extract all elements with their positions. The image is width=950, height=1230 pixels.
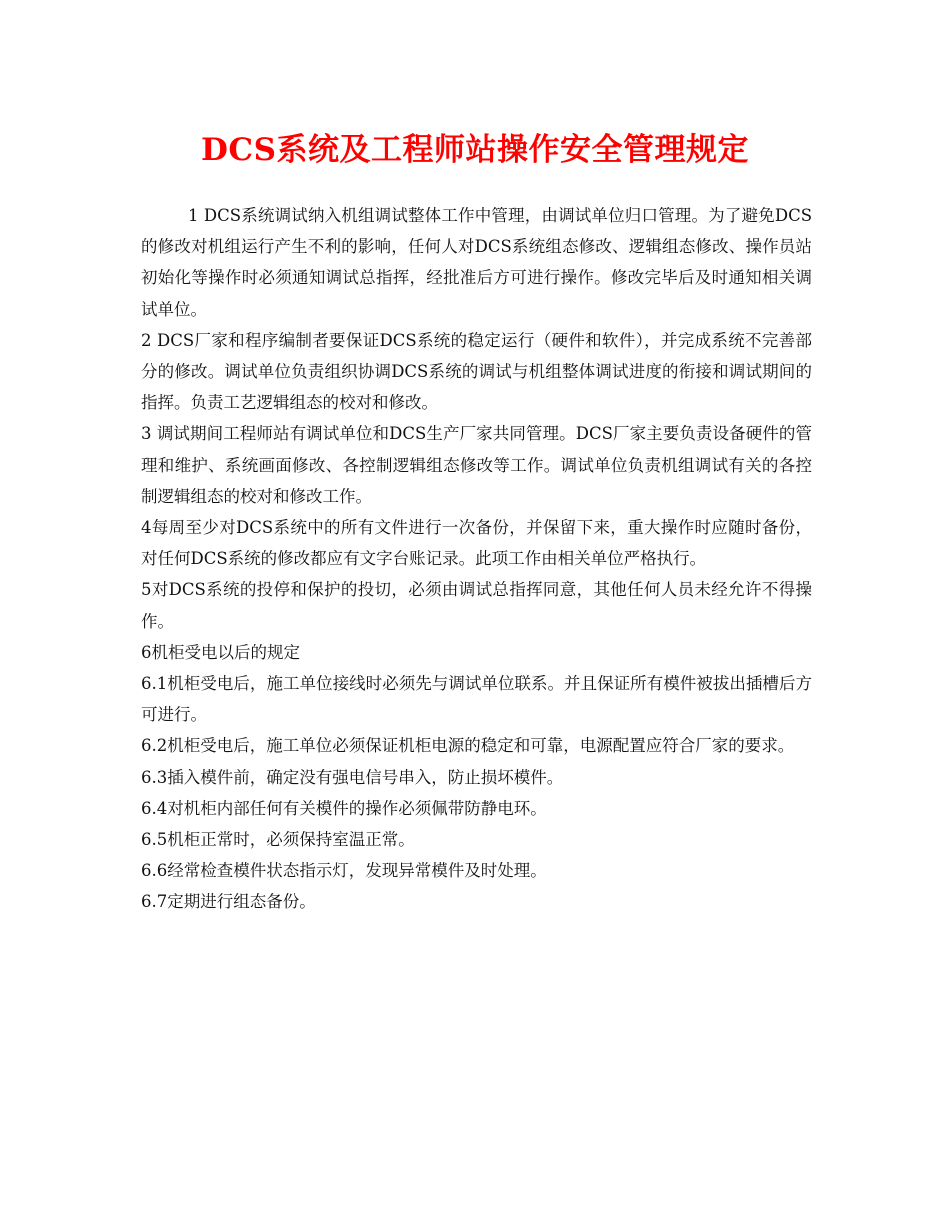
paragraph-6-2: 6.2机柜受电后，施工单位必须保证机柜电源的稳定和可靠，电源配置应符合厂家的要求。 — [141, 736, 795, 756]
document-body — [141, 200, 812, 918]
paragraph-5: 5对DCS系统的投停和保护的投切，必须由调试总指挥同意，其他任何人员未经允许不得操作。 — [141, 580, 812, 631]
paragraph-6-3: 6.3插入模件前，确定没有强电信号串入，防止损坏模件。 — [141, 767, 564, 787]
paragraph-2: 2 DCS厂家和程序编制者要保证DCS系统的稳定运行（硬件和软件），并完成系统不完善部分的修改。调试单位负责组织协调DCS系统的调试与机组整体调试进度的衔接和调试期间的指挥。负责工艺逻辑组态的校对和修改。 — [141, 330, 812, 413]
paragraph-4: 4每周至少对DCS系统中的所有文件进行一次备份，并保留下来，重大操作时应随时备份，对任何DCS系统的修改都应有文字台账记录。此项工作由相关单位严格执行。 — [141, 518, 812, 569]
document-title: DCS系统及工程师站操作安全管理规定 — [201, 132, 749, 168]
paragraph-6-heading: 6机柜受电以后的规定 — [141, 642, 300, 662]
paragraph-3: 3 调试期间工程师站有调试单位和DCS生产厂家共同管理。DCS厂家主要负责设备硬件的管理和维护、系统画面修改、各控制逻辑组态修改等工作。调试单位负责机组调试有关的各控制逻辑组态的校对和修改工作。 — [141, 424, 812, 506]
paragraph-6-5: 6.5机柜正常时，必须保持室温正常。 — [141, 830, 415, 850]
paragraph-6-6: 6.6经常检查模件状态指示灯，发现异常模件及时处理。 — [141, 861, 547, 881]
paragraph-6-4: 6.4对机柜内部任何有关模件的操作必须佩带防静电环。 — [141, 798, 547, 818]
paragraph-6-1: 6.1机柜受电后，施工单位接线时必须先与调试单位联系。并且保证所有模件被拔出插槽后方可进行。 — [141, 674, 812, 725]
paragraph-6-7: 6.7定期进行组态备份。 — [141, 892, 316, 912]
paragraph-1: 1 DCS系统调试纳入机组调试整体工作中管理，由调试单位归口管理。为了避免DCS的修改对机组运行产生不利的影响，任何人对DCS系统组态修改、逻辑组态修改、操作员站初始化等操作时必须通知调试总指挥，经批准后方可进行操作。修改完毕后及时通知相关调试单位。 — [141, 206, 812, 319]
